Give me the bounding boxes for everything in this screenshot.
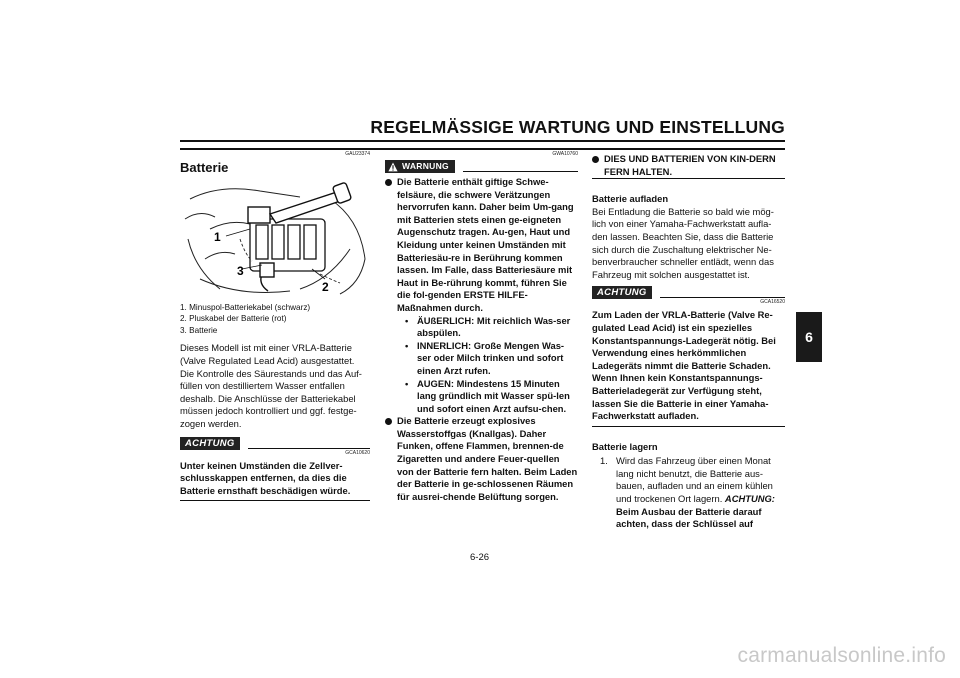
store-achtung-text: Beim Ausbau der Batterie darauf achten, dass der Schlüssel auf xyxy=(616,505,762,530)
achtung-text: Zum Laden der VRLA-Batterie (Valve Re-gulated Lead Acid) ist ein spezielles Konstantspannungs-Ladegerät nötig. Bei Verwendung eines herkömmlichen Ladegeräts nimmt die Batterie Schaden. Wenn Ihnen kein Konstantspannungs-Batterieladegerät zur Verfügung steht, lassen Sie die Batterie in einer Yamaha-Fachwerkstatt aufladen. xyxy=(592,309,785,426)
warning-bullet: DIES UND BATTERIEN VON KIN-DERN FERN HALTEN. xyxy=(592,153,785,178)
figure-label-3: 3 xyxy=(237,263,244,278)
warning-rule xyxy=(463,171,578,172)
warning-badge xyxy=(385,160,455,173)
first-aid-list xyxy=(397,315,578,416)
step-number: 1. xyxy=(600,455,608,467)
page-header-title: REGELMÄSSIGE WARTUNG UND EINSTELLUNG xyxy=(370,117,785,137)
achtung-header xyxy=(592,286,785,299)
warning-bullet xyxy=(385,176,578,415)
store-achtung-label: ACHTUNG: xyxy=(724,493,775,505)
column-left xyxy=(180,151,370,505)
battery-description: Dieses Modell ist mit einer VRLA-Batterie (Valve Regulated Lead Acid) ausgestattet. Die Kontrolle des Säurestands und das Auf-füllen von destilliertem Wasser entfallen deshalb. Die Anschlüsse der Batteriekabel müssen jedoch kontrolliert und ggf. festge-zogen werden. xyxy=(180,342,362,429)
store-steps xyxy=(592,455,785,531)
achtung-badge: ACHTUNG xyxy=(592,286,652,299)
column-middle xyxy=(385,151,578,503)
achtung-code: GCA16520 xyxy=(760,299,785,306)
achtung-header xyxy=(180,437,370,450)
warning-list xyxy=(385,176,578,503)
charge-title: Batterie aufladen xyxy=(592,193,669,205)
chapter-tab: 6 xyxy=(796,312,822,362)
caption-item: 2. Pluskabel der Batterie (rot) xyxy=(180,314,287,324)
achtung-badge: ACHTUNG xyxy=(180,437,240,450)
warning-bullet-text: Die Batterie enthält giftige Schwe-felsäure, die schwere Verätzungen hervorrufen kann. Daher beim Um-gang mit Batterien stets einen ge-eigneten Augenschutz tragen. Au-gen, Haut und Kleidung unter keinen Umständen mit Batteriesäu-re in Berührung kommen lassen. Im Falle, dass Batteriesäure mit Haut in Be-rührung kommt, führen Sie die fol-genden ERSTE HILFE-Maßnahmen durch. xyxy=(397,176,574,313)
achtung-rule xyxy=(248,448,370,449)
first-aid-item: • AUGEN: Mindestens 15 Minuten lang gründlich mit Wasser spü-len und sofort einen Arzt aufsu-chen. xyxy=(397,378,578,416)
caption-item: 1. Minuspol-Batteriekabel (schwarz) xyxy=(180,302,311,312)
achtung-rule xyxy=(660,297,785,298)
warning-triangle-icon xyxy=(388,162,398,172)
first-aid-item: • ÄUßERLICH: Mit reichlich Was-ser abspülen. xyxy=(397,315,578,340)
battery-illustration xyxy=(180,179,370,299)
achtung-text: Unter keinen Umständen die Zellver-schlusskappen entfernen, da dies die Batterie ernsthaft beschädigen würde. xyxy=(180,460,370,502)
store-step-text: Wird das Fahrzeug über einen Monat lang nicht benutzt, die Batterie aus-bauen, aufladen und an einem kühlen und trockenen Ort lagern. xyxy=(616,455,773,505)
figure-label-1: 1 xyxy=(214,229,221,244)
warning-list-continued xyxy=(592,153,785,179)
figure-captions xyxy=(180,302,370,337)
warning-label: WARNUNG xyxy=(402,161,449,172)
page-number: 6-26 xyxy=(470,552,490,563)
store-step xyxy=(592,455,785,531)
warning-header xyxy=(385,160,578,173)
column-right xyxy=(592,151,785,531)
warning-code: GWA10760 xyxy=(552,151,578,157)
warning-bullet: Die Batterie erzeugt explosives Wasserstoffgas (Knallgas). Daher Funken, offene Flammen, brennen-de Zigaretten und andere Feuer-quellen von der Batterie fern halten. Beim Laden der Batterie in ge-schlossenen Räumen für ausrei-chende Belüftung sorgen. xyxy=(385,415,578,503)
achtung-code: GCA10620 xyxy=(345,449,370,456)
header-rule xyxy=(180,140,785,150)
first-aid-item: • INNERLICH: Große Mengen Was-ser oder Milch trinken und sofort einen Arzt rufen. xyxy=(397,340,578,378)
charge-text: Bei Entladung die Batterie so bald wie mög-lich von einer Yamaha-Fachwerkstatt aufla-den lassen. Beachten Sie, dass die Batterie sich durch die Zuschaltung elektrischer Ne-benverbraucher schneller entlädt, wenn das Fahrzeug mit solchen ausgestattet ist. xyxy=(592,205,774,280)
section-title: Batterie xyxy=(180,160,229,175)
battery-figure xyxy=(180,179,370,299)
store-title: Batterie lagern xyxy=(592,440,658,452)
caption-item: 3. Batterie xyxy=(180,325,218,335)
figure-label-2: 2 xyxy=(322,279,329,294)
section-code: GAU23374 xyxy=(345,151,370,157)
watermark: carmanualsonline.info xyxy=(737,644,946,667)
